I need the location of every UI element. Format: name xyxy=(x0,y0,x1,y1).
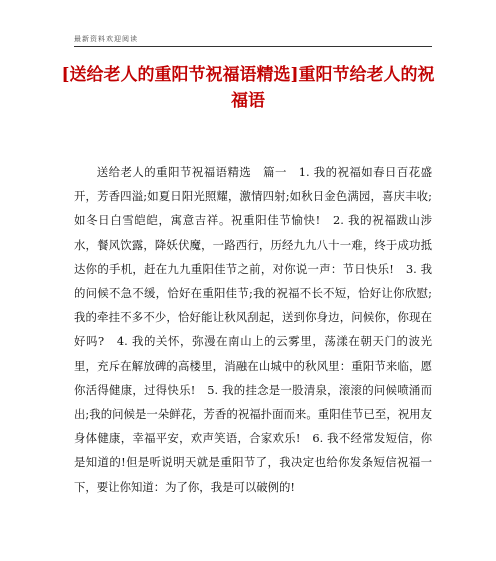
document-body: 送给老人的重阳节祝福语精选 篇一 1. 我的祝福如春日百花盛开，芳香四溢;如夏日阳光照耀，激情四射;如秋日金色满园，喜庆丰收;如冬日白雪皑皑，寓意吉祥。祝重阳佳节愉快! 2. 我的祝福跋山涉水，餐风饮露，降妖伏魔，一路西行，历经九九八十一难，终于成功抵达你的手机，赶在九九重阳佳节之前，对你说一声：节日快乐! 3. 我的问候不急不缓，恰好在重阳佳节;我的祝福不长不短，恰好让你欣慰;我的牵挂不多不少，恰好能让秋风刮起，送到你身边，问候你，你现在好吗? 4. 我的关怀，弥漫在南山上的云雾里，荡漾在朝天门的波光里，充斥在解放碑的高楼里，消融在山城中的秋风里：重阳节来临，愿你活得健康，过得快乐! 5. 我的挂念是一股清泉，滚滚的问候喷涌而出;我的问候是一朵鲜花，芳香的祝福扑面而来。重阳佳节已至，祝用友身体健康，幸福平安，欢声笑语，合家欢乐! 6. 我不经常发短信，你是知道的!但是听说明天就是重阳节了，我决定也给你发条短信祝福一下，要让你知道：为了你，我是可以破例的! xyxy=(74,165,432,494)
page-header xyxy=(74,32,432,47)
document-title: [送给老人的重阳节祝福语精选]重阳节给老人的祝福语 xyxy=(61,65,435,111)
header-text: 最新资料欢迎阅读 xyxy=(74,35,138,43)
